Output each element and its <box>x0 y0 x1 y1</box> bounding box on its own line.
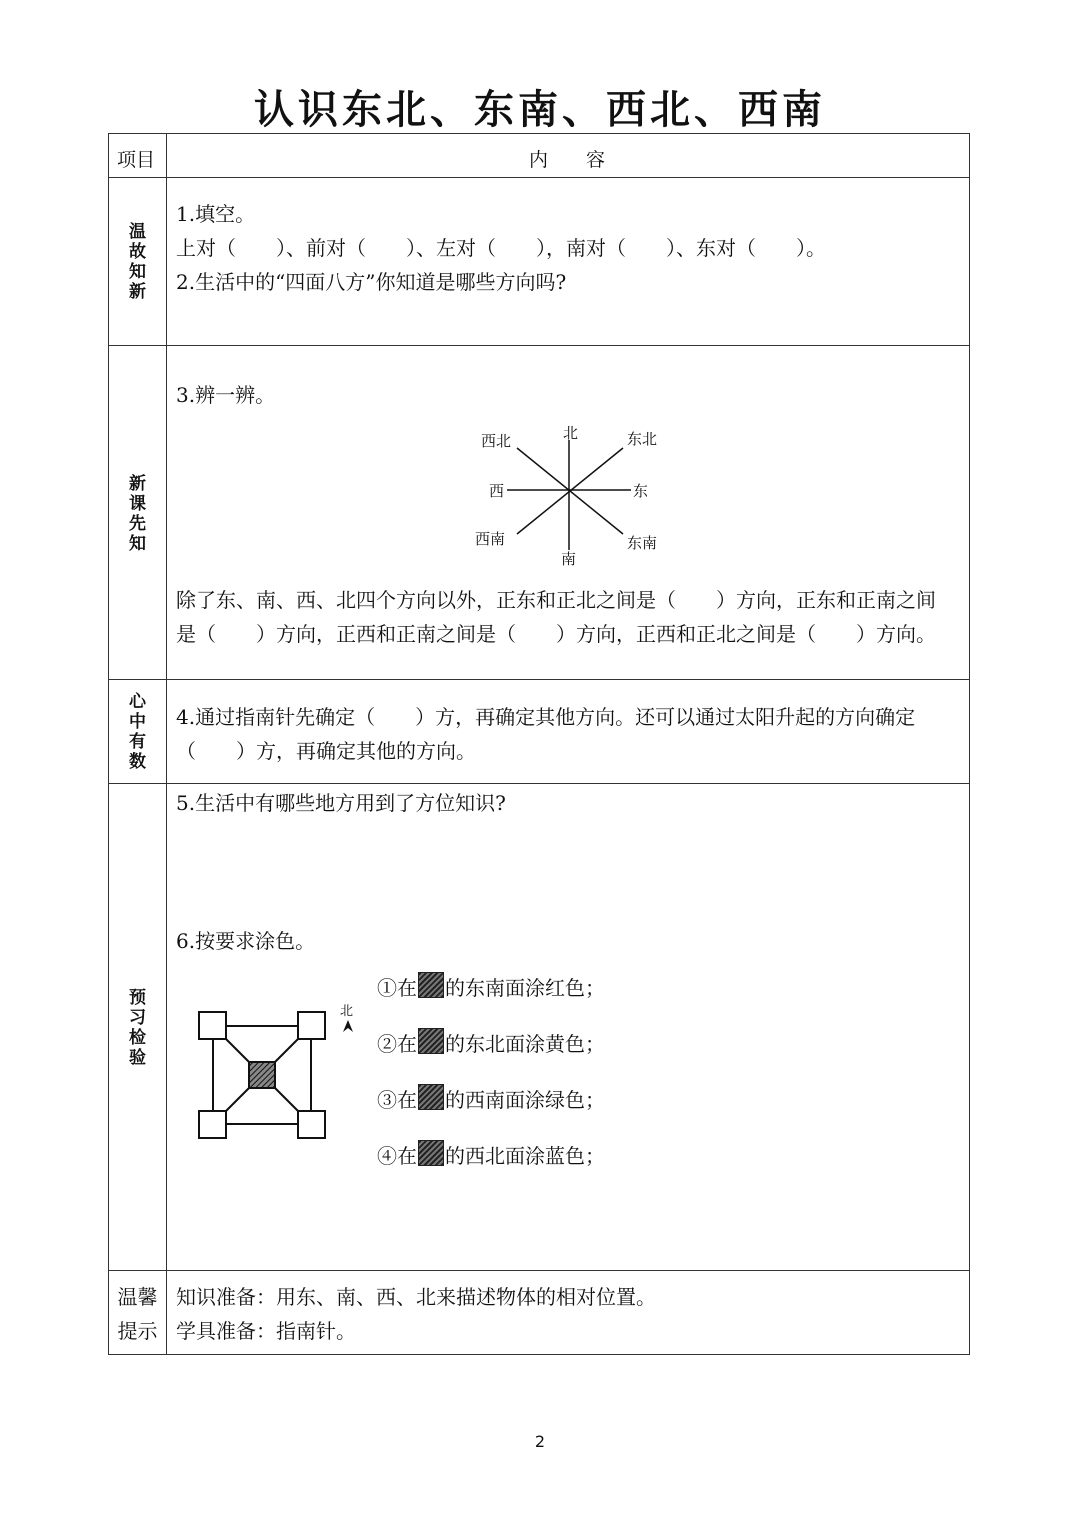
hatched-square-icon <box>418 1140 444 1166</box>
question-6: 6.按要求涂色。 <box>176 929 316 953</box>
hatched-square-icon <box>418 972 444 998</box>
row-divider <box>109 783 969 784</box>
row-divider <box>109 345 969 346</box>
compass-north: 北 <box>563 424 579 442</box>
header-content: 内 容 <box>529 149 606 171</box>
question-3-text-line-2: 是（ ）方向，正西和正南之间是（ ）方向，正西和正北之间是（ ）方向。 <box>176 622 936 646</box>
side-label-mind: 心 中 有 数 <box>129 692 146 772</box>
question-4-line-1: 4.通过指南针先确定（ ）方，再确定其他方向。还可以通过太阳升起的方向确定 <box>176 705 916 729</box>
compass-northeast: 东北 <box>627 430 658 448</box>
tip-tools: 学具准备：指南针。 <box>176 1319 356 1343</box>
row-divider <box>109 679 969 680</box>
question-2: 2.生活中的“四面八方”你知道是哪些方向吗? <box>176 270 567 294</box>
question-4-line-2: （ ）方，再确定其他的方向。 <box>176 739 476 763</box>
side-label-check: 预 习 检 验 <box>129 988 146 1068</box>
north-mark-label: 北 <box>340 1004 354 1019</box>
compass-south: 南 <box>561 550 577 568</box>
tip-knowledge: 知识准备：用东、南、西、北来描述物体的相对位置。 <box>176 1285 656 1309</box>
compass-northwest: 西北 <box>481 432 512 450</box>
question-1: 1.填空。 <box>176 202 256 226</box>
coloring-task-3: ③在 的西南面涂绿色； <box>377 1084 605 1113</box>
hatched-square-icon <box>418 1028 444 1054</box>
hatched-square-icon <box>418 1084 444 1110</box>
page-number: 2 <box>534 1432 546 1451</box>
question-5: 5.生活中有哪些地方用到了方位知识? <box>176 791 506 815</box>
row-divider <box>109 177 969 178</box>
compass-east: 东 <box>633 482 649 500</box>
side-label-preview: 新 课 先 知 <box>129 474 146 554</box>
side-label-review: 温 故 知 新 <box>129 222 146 302</box>
header-project: 项目 <box>117 149 156 171</box>
coloring-task-2: ②在 的东北面涂黄色； <box>377 1028 605 1057</box>
question-3: 3.辨一辨。 <box>176 383 276 407</box>
page-title: 认识东北、东南、西北、西南 <box>254 87 826 133</box>
coloring-diagram <box>197 1010 329 1142</box>
worksheet-table <box>108 133 970 1355</box>
coloring-task-4: ④在 的西北面涂蓝色； <box>377 1140 605 1169</box>
compass-southeast: 东南 <box>627 534 658 552</box>
side-label-tips: 温馨 提示 <box>117 1285 158 1343</box>
coloring-task-1: ①在 的东南面涂红色； <box>377 972 605 1001</box>
north-arrow-icon <box>342 1019 354 1033</box>
question-3-text-line-1: 除了东、南、西、北四个方向以外，正东和正北之间是（ ）方向，正东和正南之间 <box>176 588 936 612</box>
compass-west: 西 <box>489 482 505 500</box>
row-divider <box>109 1270 969 1271</box>
question-1-blanks: 上对（ ）、前对（ ）、左对（ ），南对（ ）、东对（ ）。 <box>176 236 826 260</box>
compass-southwest: 西南 <box>475 530 506 548</box>
column-divider <box>166 134 167 1354</box>
